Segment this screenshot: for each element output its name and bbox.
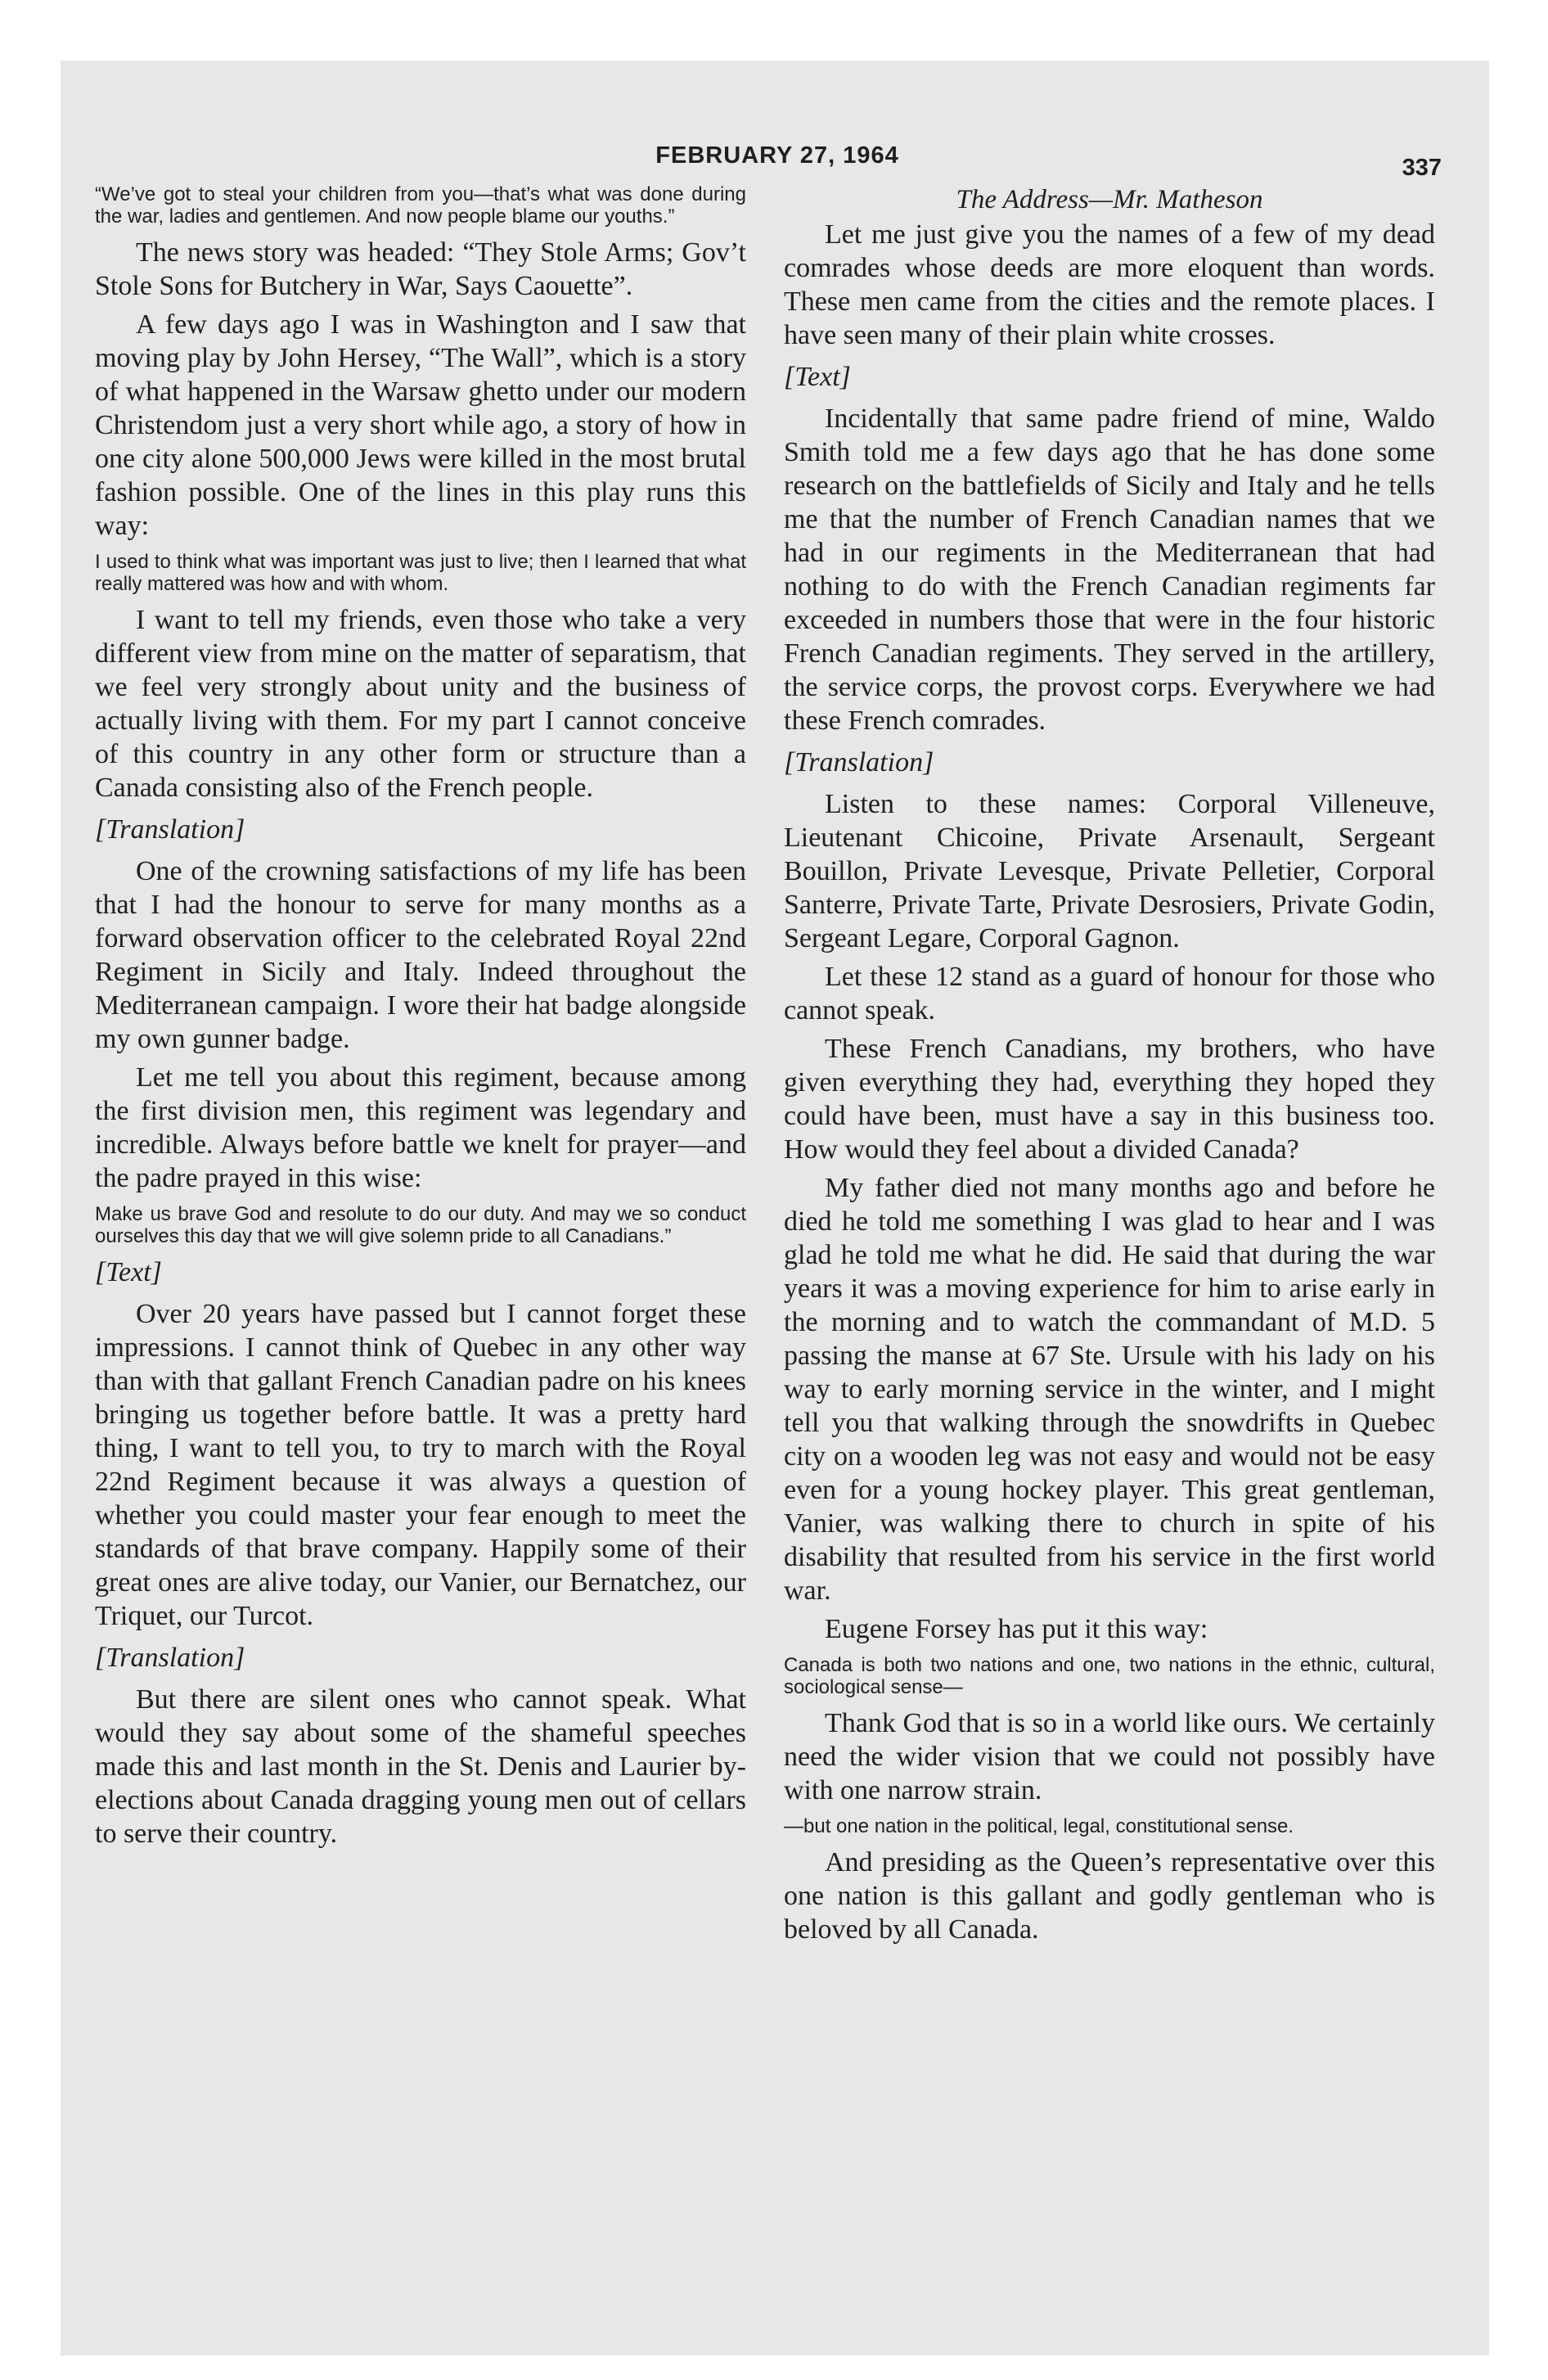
translation-marker: [Translation] <box>95 814 245 845</box>
forsey-quote-continued: —but one nation in the political, legal, constitutional sense. <box>784 1815 1294 1837</box>
running-head: The Address—Mr. Matheson <box>956 185 1263 214</box>
quoted-speech: “We’ve got to steal your children from you—that’s what was done during the war, ladies and gentlemen. And now people blame our youths.” <box>95 183 746 228</box>
paragraph: Over 20 years have passed but I cannot forget these impressions. I cannot think of Quebec in any other way than with that gallant French Canadian padre on his knees bringing us together before battle. It was a pretty hard thing, I want to tell you, to try to march with the Royal 22nd Regiment because it was always a question of whether you could master your fear enough to meet the standards of that brave company. Happily some of their great ones are alive today, our Vanier, our Bernatchez, our Triquet, our Turcot. <box>95 1299 746 1631</box>
page-number: 337 <box>1402 155 1442 181</box>
paragraph: Incidentally that same padre friend of mine, Waldo Smith told me a few days ago that he has done some research on the battlefields of Sicily and Italy and he tells me that the number of French Canadian names that we had in our regiments in the Mediterranean that had nothing to do with the French Canadian regiments far exceeded in numbers those that were in the four historic French Canadian regiments. They served in the artillery, the service corps, the provost corps. Everywhere we had these French comrades. <box>784 403 1435 736</box>
paragraph: Thank God that is so in a world like ours. We certainly need the wider vision that we could not possibly have with one narrow strain. <box>784 1708 1435 1805</box>
left-column <box>95 183 746 1855</box>
paragraph: One of the crowning satisfactions of my life has been that I had the honour to serve for many months as a forward observation officer to the celebrated Royal 22nd Regiment in Sicily and Italy. Indeed throughout the Mediterranean campaign. I wore their hat badge alongside my own gunner badge. <box>95 856 746 1054</box>
play-quote: I used to think what was important was just to live; then I learned that what really mattered was how and with whom. <box>95 551 746 595</box>
paragraph: Let these 12 stand as a guard of honour for those who cannot speak. <box>784 962 1435 1025</box>
paragraph: A few days ago I was in Washington and I saw that moving play by John Hersey, “The Wall”, which is a story of what happened in the Warsaw ghetto under our modern Christendom just a very short while ago, a story of how in one city alone 500,000 Jews were killed in the most brutal fashion possible. One of the lines in this play runs this way: <box>95 309 746 541</box>
paragraph: My father died not many months ago and before he died he told me something I was glad to hear and I was glad he told me what he did. He said that during the war years it was a moving experience for him to arise early in the morning and to watch the commandant of M.D. 5 passing the manse at 67 Ste. Ursule with his lady on his way to early morning service in the winter, and I might tell you that walking through the snowdrifts in Quebec city on a wooden leg was not easy and would not be easy even for a young hockey player. This great gentleman, Vanier, was walking there to church in spite of his disability that resulted from his service in the first world war. <box>784 1173 1435 1606</box>
paragraph: Eugene Forsey has put it this way: <box>825 1614 1208 1644</box>
right-column <box>784 183 1435 1951</box>
paragraph: Let me tell you about this regiment, because among the first division men, this regiment was legendary and incredible. Always before battle we knelt for prayer—and the padre prayed in this wise: <box>95 1062 746 1193</box>
paragraph: These French Canadians, my brothers, who have given everything they had, everything they hoped they could have been, must have a say in this business too. How would they feel about a divided Canada? <box>784 1034 1435 1165</box>
paragraph: The news story was headed: “They Stole Arms; Gov’t Stole Sons for Butchery in War, Says Caouette”. <box>95 237 746 301</box>
paragraph: And presiding as the Queen’s representative over this one nation is this gallant and godly gentleman who is beloved by all Canada. <box>784 1847 1435 1945</box>
scanned-page <box>61 61 1489 2355</box>
paragraph: Let me just give you the names of a few of my dead comrades whose deeds are more eloquent than words. These men came from the cities and the remote places. I have seen many of their plain white crosses. <box>784 219 1435 350</box>
translation-marker: [Translation] <box>95 1643 245 1673</box>
prayer-quote: Make us brave God and resolute to do our duty. And may we so conduct ourselves this day that we will give solemn pride to all Canadians.” <box>95 1203 746 1247</box>
page-header-date: FEBRUARY 27, 1964 <box>655 142 899 169</box>
text-marker: [Text] <box>784 362 851 392</box>
paragraph: But there are silent ones who cannot speak. What would they say about some of the shameful speeches made this and last month in the St. Denis and Laurier by-elections about Canada dragging young men out of cellars to serve their country. <box>95 1684 746 1849</box>
paragraph: Listen to these names: Corporal Villeneuve, Lieutenant Chicoine, Private Arsenault, Sergeant Bouillon, Private Levesque, Private Pelletier, Corporal Santerre, Private Tarte, Private Desrosiers, Private Godin, Sergeant Legare, Corporal Gagnon. <box>784 789 1435 953</box>
forsey-quote: Canada is both two nations and one, two nations in the ethnic, cultural, sociological sense— <box>784 1654 1435 1698</box>
paragraph: I want to tell my friends, even those who take a very different view from mine on the matter of separatism, that we feel very strongly about unity and the business of actually living with them. For my part I cannot conceive of this country in any other form or structure than a Canada consisting also of the French people. <box>95 605 746 803</box>
text-marker: [Text] <box>95 1257 162 1287</box>
translation-marker: [Translation] <box>784 747 934 778</box>
